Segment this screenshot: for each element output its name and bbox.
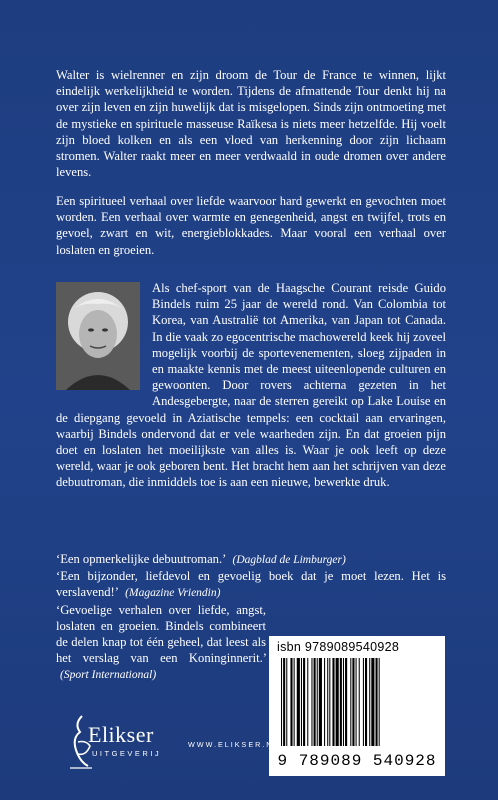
barcode-bar: [290, 658, 292, 746]
barcode-bar: [332, 658, 334, 746]
barcode-bar: [340, 658, 342, 746]
barcode-bar: [369, 658, 370, 746]
barcode: [277, 658, 437, 750]
blurb-paragraph-1: Walter is wielrenner en zijn droom de Tour de France te winnen, lijkt eindelijk werkelijkheid te worden. Tijdens de afmattende Tour denkt hij na over zijn leven en zijn huwelijk dat is misgelopen. Sinds zijn ontmoeting met de mystieke en spirituele masseuse Raïkesa is niets meer hetzelfde. Hij voelt zijn bloed kolken en als een vloed van herkenning door zijn lichaam stromen. Walter raakt meer en meer verdwaald in oude dromen over andere levens.: [56, 68, 446, 180]
barcode-bar: [294, 658, 295, 746]
author-photo: [56, 282, 140, 390]
quote-source: (Dagblad de Limburger): [232, 554, 346, 566]
isbn-barcode-box: [269, 636, 445, 776]
barcode-bar: [317, 658, 318, 746]
barcode-bar: [379, 658, 380, 746]
barcode-bar: [281, 658, 282, 746]
barcode-bar: [311, 658, 312, 746]
publisher-website: WWW.ELIKSER.NL: [188, 740, 280, 749]
barcode-bar: [319, 658, 322, 746]
barcode-bar: [356, 658, 357, 746]
review-quote: [56, 602, 266, 684]
barcode-bar: [314, 658, 316, 746]
publisher-logo: [66, 712, 176, 772]
barcode-bar: [336, 658, 339, 746]
barcode-bar: [324, 658, 325, 746]
barcode-bar: [363, 658, 364, 746]
barcode-bar: [329, 658, 330, 746]
barcode-bar: [327, 658, 328, 746]
barcode-digits: 9 789089 540928: [277, 752, 437, 770]
barcode-bar: [303, 658, 305, 746]
quote-text: ‘Een bijzonder, liefdevol en gevoelig boek dat je moet lezen. Het is verslavend!’: [56, 569, 446, 600]
barcode-bar: [350, 658, 351, 746]
author-bio: [56, 280, 446, 491]
barcode-bar: [376, 658, 378, 746]
barcode-bar: [297, 658, 300, 746]
blurb-paragraph-2: Een spiritueel verhaal over liefde waarvoor hard gewerkt en gevochten moet worden. Een verhaal over warmte en genegenheid, angst en twijfel, trots en gevoel, zwart en wit, energieblokkades. Maar vooral een verhaal over loslaten en groeien.: [56, 194, 446, 257]
quote-source: (Magazine Vriendin): [125, 587, 221, 600]
barcode-bar: [365, 658, 367, 746]
isbn-label: isbn 9789089540928: [277, 640, 400, 654]
quote-source: (Sport International): [60, 669, 157, 682]
review-quote: [56, 568, 446, 601]
barcode-bar: [359, 658, 360, 746]
review-quote: [56, 551, 446, 568]
barcode-bar: [286, 658, 287, 746]
barcode-bar: [352, 658, 354, 746]
barcode-bar: [307, 658, 308, 746]
barcode-bar: [345, 658, 347, 746]
publisher-name: Elikser: [88, 722, 154, 747]
quote-text: ‘Gevoelige verhalen over liefde, angst, loslaten en groeien. Bindels combineert de delen knap tot één geheel, dat leest als het verslag van een Koninginnerit.’: [56, 602, 266, 666]
publisher-sub: UITGEVERIJ: [92, 749, 162, 758]
bio-text: Als chef-sport van de Haagsche Courant reisde Guido Bindels ruim 25 jaar de wereld rond. Van Colombia tot Korea, van Australië tot Amerika, van Japan tot Canada. In die vaak zo egocentrische machowereld keek hij zoveel mogelijk voorbij de sportevenementen, sloeg zijpaden in en maakte kennis met de meest uiteenlopende culturen en gewoonten. Door rovers achterna gezeten in het Andesgebergte, naar de sterren gereikt op Lake Louise en de diepgang gevoeld in Aziatische tempels: een cocktail aan ervaringen, waarbij Bindels ondervond dat er vele waarheden zijn. En dat groeien pijn doet en loslaten het moeilijkste van alles is. Waar je ook leeft op deze wereld, waar je ook geboren bent. Het bracht hem aan het schrijven van deze debuutroman, die inmiddels toe is aan een nieuwe, bewerkte druk.: [56, 281, 446, 490]
barcode-bar: [301, 658, 302, 746]
barcode-bar: [343, 658, 344, 746]
barcode-bar: [371, 658, 374, 746]
barcode-bar: [283, 658, 285, 746]
quote-text: ‘Een opmerkelijke debuutroman.’: [56, 552, 226, 566]
